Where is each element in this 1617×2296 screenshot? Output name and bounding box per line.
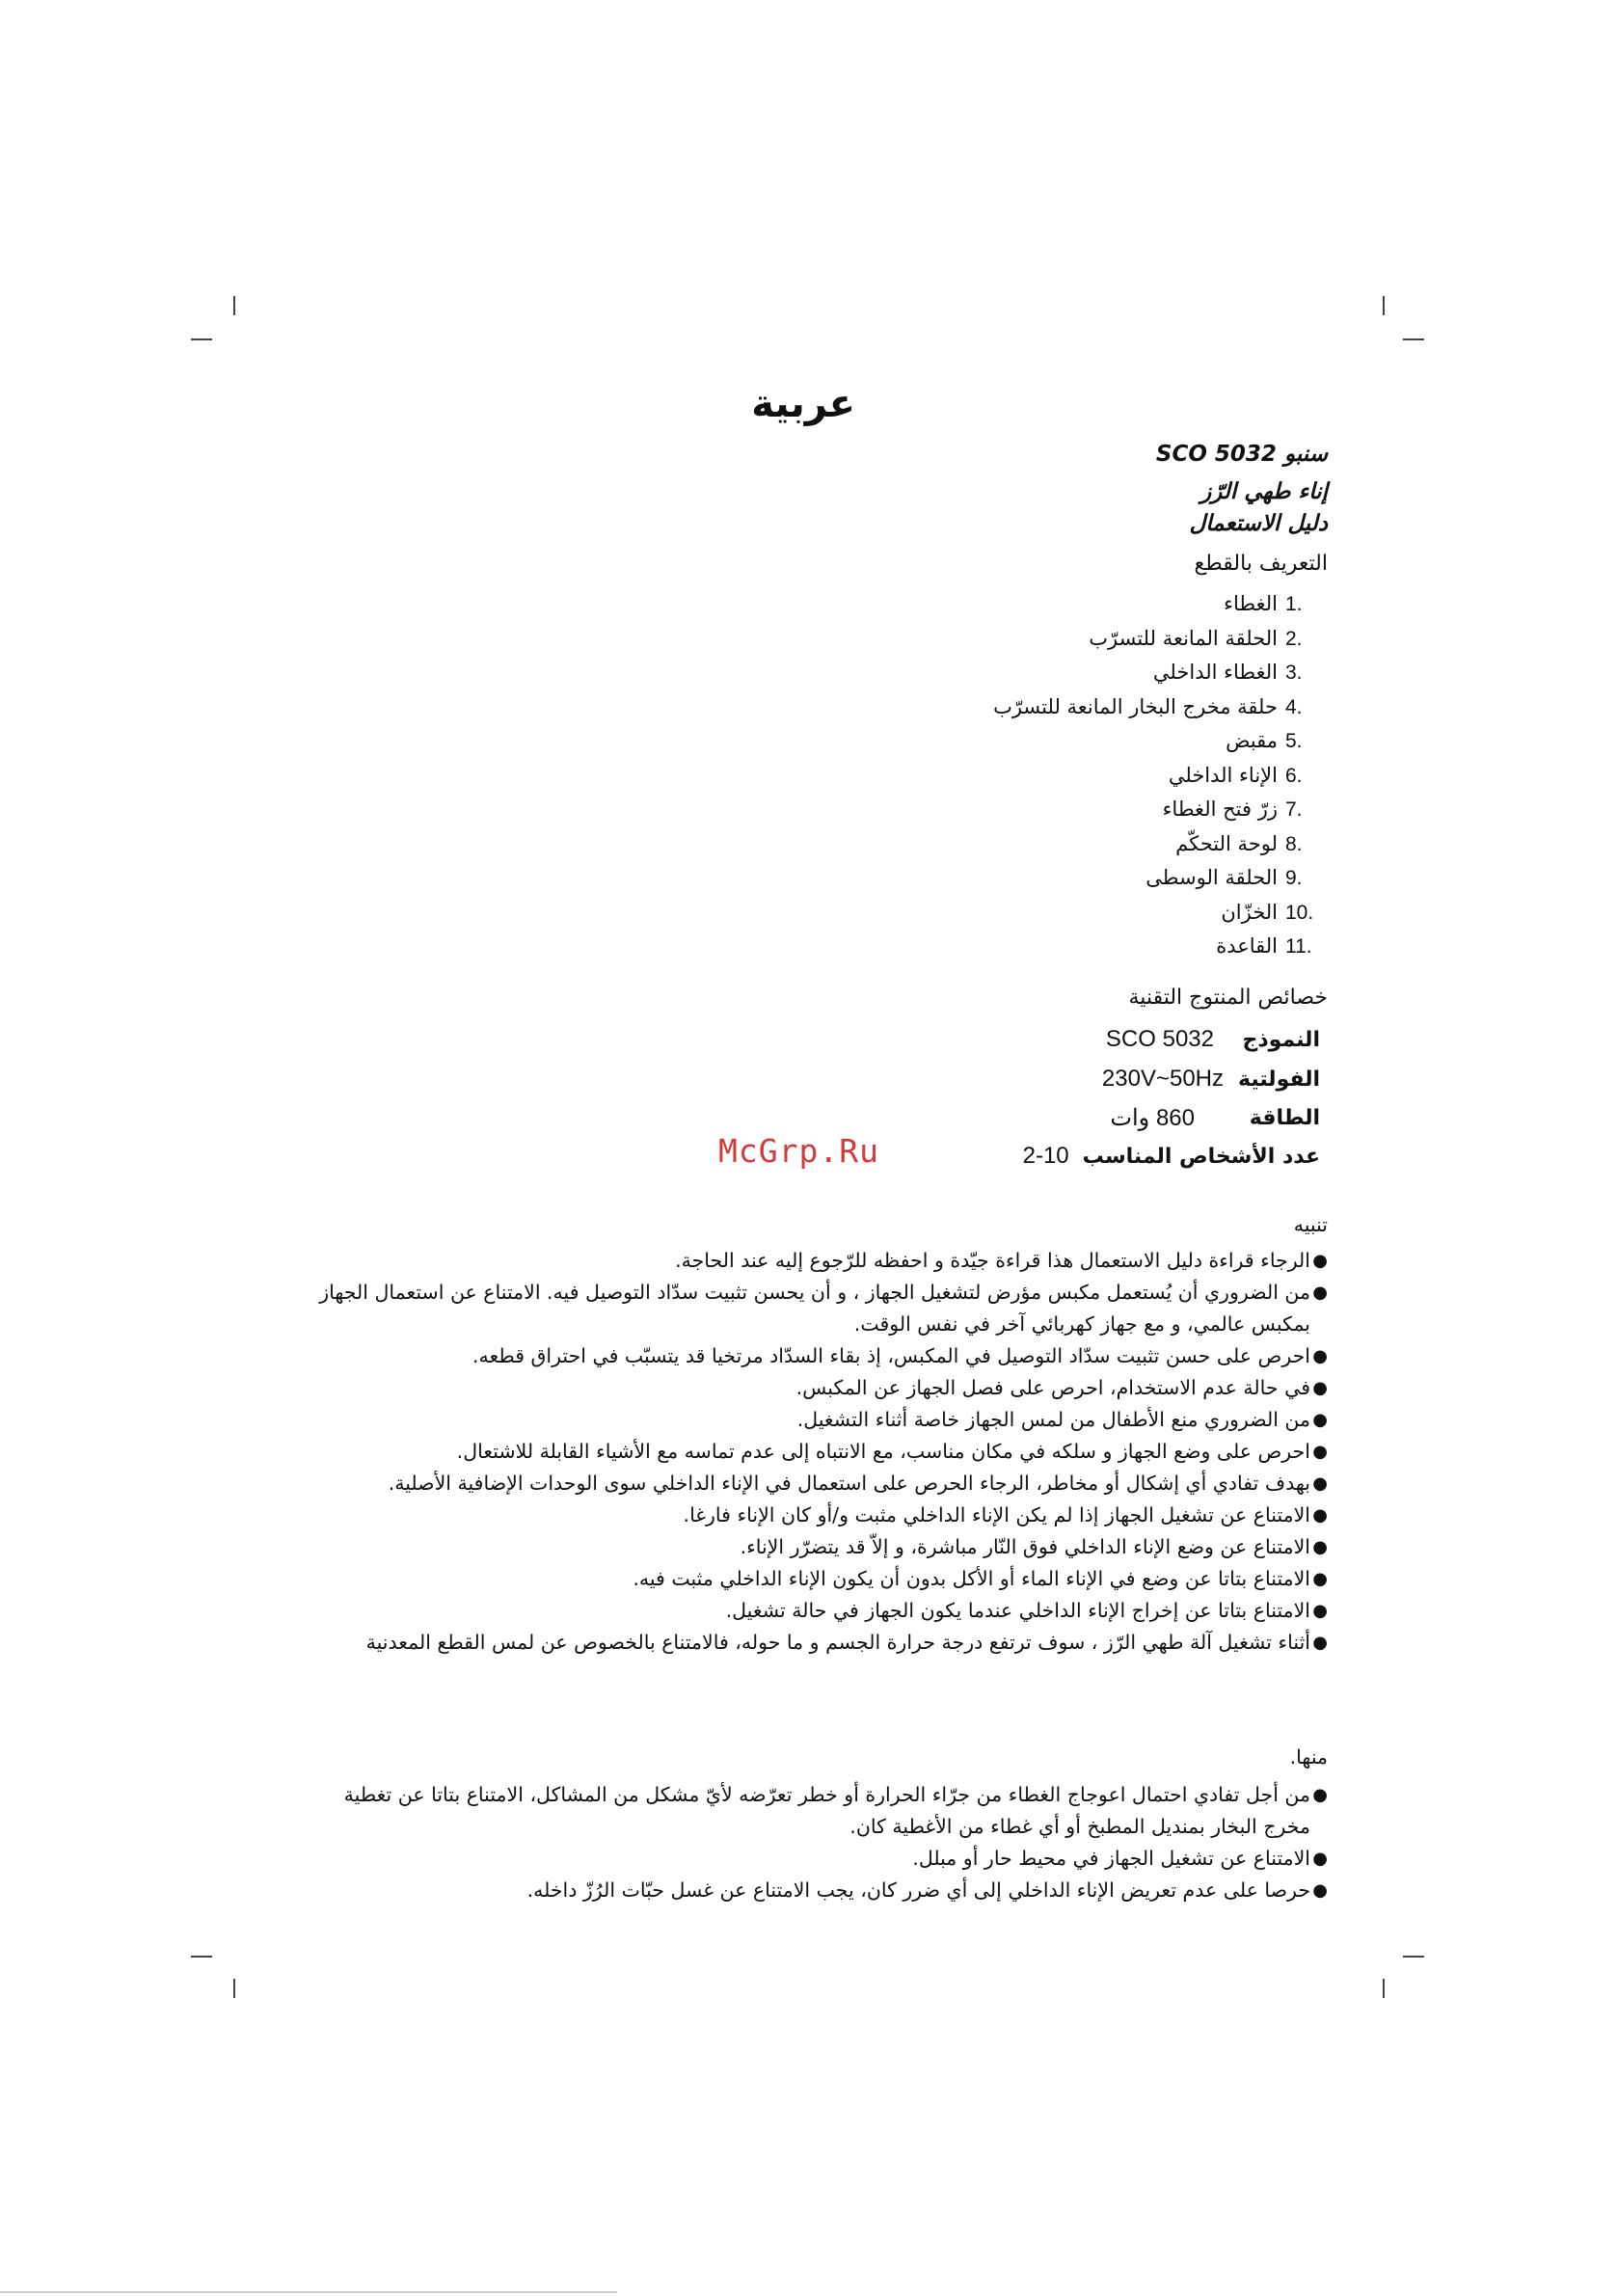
list-item (291, 1499, 1328, 1531)
part-label: الحلقة الوسطى (1145, 866, 1278, 890)
bullet-text: الامتناع عن وضع الإناء الداخلي فوق النّار مباشرة، و إلاّ قد يتضرّر الإناء. (740, 1535, 1310, 1558)
spec-label: الفولتية (1238, 1067, 1320, 1092)
part-number: 7. (1285, 798, 1303, 822)
bullet-text: الامتناع بتاتا عن إخراج الإناء الداخلي عندما يكون الجهاز في حالة تشغيل. (725, 1599, 1310, 1622)
list-item (291, 1245, 1328, 1277)
bullet-icon: ● (1312, 1346, 1328, 1366)
crop-mark-bottom-right-h (1403, 1956, 1424, 1958)
spec-row-voltage (1102, 1060, 1320, 1098)
list-item (291, 1277, 1328, 1340)
bullet-icon: ● (1312, 1283, 1328, 1303)
bullet-icon: ● (1312, 1410, 1328, 1430)
list-item (993, 690, 1328, 725)
bullet-text: من الضروري منع الأطفال من لمس الجهاز خاصة أثناء التشغيل. (796, 1408, 1310, 1431)
spec-row-persons (1023, 1137, 1320, 1175)
list-item (993, 587, 1328, 622)
bullet-icon: ● (1312, 1601, 1328, 1621)
part-label: الغطاء (1224, 592, 1278, 616)
list-item (291, 1779, 1328, 1843)
part-number: 3. (1285, 662, 1303, 685)
spec-value: SCO 5032 (1105, 1026, 1214, 1052)
bullet-icon: ● (1312, 1378, 1328, 1398)
part-number: 11. (1285, 935, 1312, 959)
language-title: عربية (751, 382, 855, 426)
crop-mark-bottom-left-h (191, 1956, 212, 1958)
spec-label: النموذج (1242, 1027, 1320, 1052)
list-item (993, 896, 1328, 931)
list-item (291, 1468, 1328, 1499)
spec-value: 860 وات (1110, 1104, 1195, 1131)
list-item (993, 861, 1328, 896)
list-item (291, 1563, 1328, 1595)
part-number: 5. (1285, 730, 1303, 753)
crop-mark-top-right-h (1403, 338, 1424, 340)
spec-row-model (1106, 1020, 1320, 1059)
bullet-text: حرصا على عدم تعريض الإناء الداخلي إلى أي ضرر كان، يجب الامتناع عن غسل حبّات الرُزّ داخله. (526, 1878, 1310, 1902)
list-item (993, 724, 1328, 759)
list-item (291, 1595, 1328, 1627)
parts-list (993, 587, 1328, 964)
bullet-icon: ● (1312, 1569, 1328, 1589)
list-item (993, 759, 1328, 794)
crop-mark-top-right (1383, 296, 1385, 315)
continuation-text: منها. (1289, 1745, 1328, 1769)
list-item (993, 827, 1328, 862)
bullet-text: الامتناع عن تشغيل الجهاز إذا لم يكن الإناء الداخلي مثبت و/أو كان الإناء فارغا. (683, 1503, 1310, 1526)
bullet-text: أثناء تشغيل آلة طهي الرّز ، سوف ترتفع درجة حرارة الجسم و ما حوله، فالامتناع بالخصوص عن لمس القطع المعدنية (365, 1631, 1310, 1654)
specs-section-title: خصائص المنتوج التقنية (1128, 986, 1328, 1010)
list-item (291, 1340, 1328, 1372)
bullet-text: الرجاء قراءة دليل الاستعمال هذا قراءة جيّدة و احفظه للرّجوع إليه عند الحاجة. (675, 1249, 1310, 1272)
bullet-text: الامتناع بتاتا عن وضع في الإناء الماء أو الأكل بدون أن يكون الإناء الداخلي مثبت فيه. (633, 1567, 1310, 1590)
part-label: الحلقة المانعة للتسرّب (1089, 626, 1278, 650)
crop-mark-bottom-left (233, 1979, 235, 1998)
bullet-icon: ● (1312, 1251, 1328, 1271)
part-number: 1. (1285, 593, 1303, 616)
bullet-text: من الضروري أن يُستعمل مكبس مؤرض لتشغيل الجهاز ، و أن يحسن تثبيت سدّاد التوصيل فيه. الامتناع عن استعمال الجهاز بمكبس عالمي، و مع جهاز كهربائي آخر في نفس الوقت. (319, 1281, 1310, 1336)
manual-line: دليل الاستعمال (1189, 511, 1328, 536)
list-item (291, 1436, 1328, 1468)
part-label: حلقة مخرج البخار المانعة للتسرّب (993, 694, 1278, 718)
part-number: 4. (1285, 695, 1303, 718)
list-item (291, 1843, 1328, 1875)
bullet-icon: ● (1312, 1537, 1328, 1557)
part-number: 9. (1285, 867, 1303, 890)
list-item (993, 930, 1328, 964)
part-label: الخزّان (1221, 900, 1278, 924)
bullet-icon: ● (1312, 1633, 1328, 1653)
bullet-icon: ● (1312, 1849, 1328, 1869)
spec-value: 230V~50Hz (1101, 1066, 1224, 1092)
warning-list-2 (291, 1779, 1328, 1906)
watermark-text: McGrp.Ru (718, 1132, 879, 1170)
bullet-icon: ● (1312, 1505, 1328, 1526)
product-line: إناء طهي الرّز (1200, 479, 1328, 504)
list-item (291, 1875, 1328, 1906)
warning-list (291, 1245, 1328, 1659)
part-label: الإناء الداخلي (1168, 763, 1278, 787)
bullet-text: احرص على وضع الجهاز و سلكه في مكان مناسب، مع الانتباه إلى عدم تماسه مع الأشياء القابلة للاشتعال. (456, 1440, 1310, 1463)
bullet-text: احرص على حسن تثبيت سدّاد التوصيل في المكبس، إذ بقاء السدّاد مرتخيا قد يتسبّب في احتراق قطعه. (472, 1344, 1310, 1367)
spec-row-power (1110, 1098, 1320, 1137)
part-label: لوحة التحكّم (1175, 831, 1278, 855)
bullet-text: بهدف تفادي أي إشكال أو مخاطر، الرجاء الحرص على استعمال في الإناء الداخلي سوى الوحدات الإضافية الأصلية. (388, 1472, 1310, 1495)
bullet-icon: ● (1312, 1442, 1328, 1462)
crop-mark-top-left-h (191, 338, 212, 340)
warning-title: تنبيه (1293, 1213, 1328, 1236)
bullet-text: في حالة عدم الاستخدام، احرص على فصل الجهاز عن المكبس. (795, 1376, 1310, 1399)
spec-value: 2-10 (1022, 1143, 1069, 1169)
list-item (993, 793, 1328, 827)
part-label: زرّ فتح الغطاء (1162, 797, 1278, 822)
model-line: سنبو SCO 5032 (1155, 442, 1328, 467)
crop-mark-bottom-right (1383, 1979, 1385, 1998)
spec-label: عدد الأشخاص المناسب (1082, 1144, 1320, 1169)
list-item (993, 656, 1328, 690)
list-item (291, 1372, 1328, 1404)
bullet-icon: ● (1312, 1880, 1328, 1901)
bullet-text: من أجل تفادي احتمال اعوجاج الغطاء من جرّاء الحرارة أو خطر تعرّضه لأيّ مشكل من المشاكل، الامتناع بتاتا عن تغطية مخرج البخار بمنديل المطبخ أو أي غطاء من الأغطية كان. (343, 1783, 1310, 1838)
part-number: 6. (1285, 764, 1303, 787)
part-label: الغطاء الداخلي (1152, 661, 1278, 685)
part-number: 10. (1285, 901, 1314, 924)
part-number: 2. (1285, 627, 1303, 650)
list-item (993, 622, 1328, 657)
bullet-text: الامتناع عن تشغيل الجهاز في محيط حار أو مبلل. (912, 1847, 1310, 1870)
crop-mark-top-left (233, 296, 235, 315)
part-number: 8. (1285, 832, 1303, 855)
bottom-divider (0, 2291, 617, 2293)
list-item (291, 1404, 1328, 1436)
bullet-icon: ● (1312, 1785, 1328, 1805)
spec-label: الطاقة (1249, 1105, 1320, 1130)
parts-section-title: التعريف بالقطع (1194, 552, 1328, 576)
part-label: القاعدة (1216, 934, 1278, 959)
part-label: مقبض (1226, 729, 1278, 753)
list-item (291, 1531, 1328, 1563)
bullet-icon: ● (1312, 1473, 1328, 1494)
list-item (291, 1627, 1328, 1659)
